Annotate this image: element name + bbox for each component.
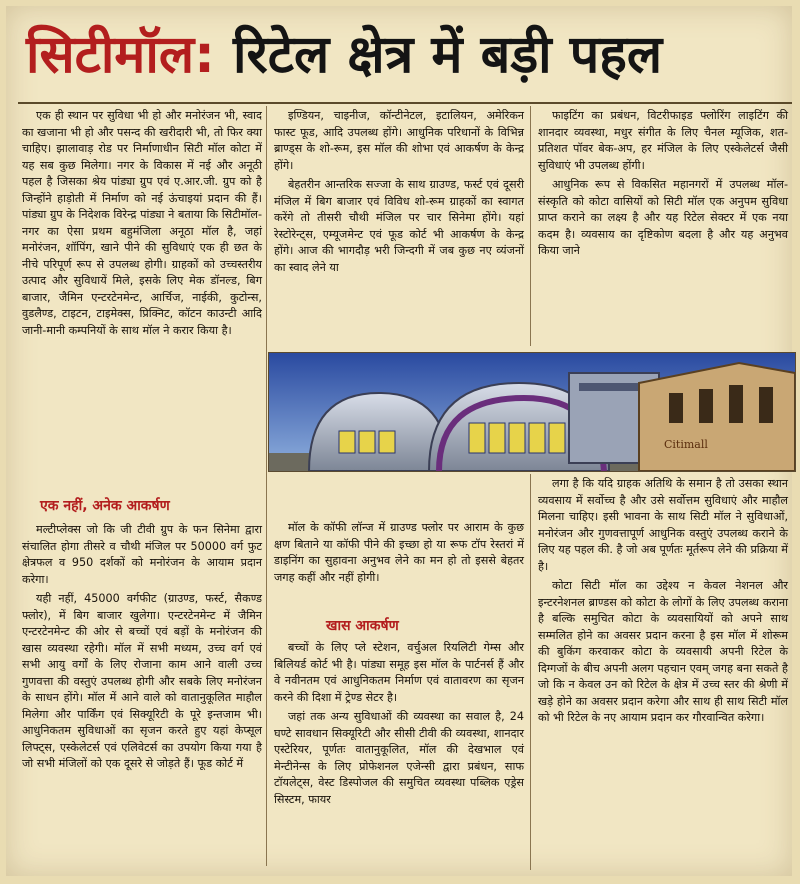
paragraph: जहां तक अन्य सुविधाओं की व्यवस्था का सवाल है, 24 घण्टे सावधान सिक्यूरिटी और सीसी टीवी की व्यवस्था, शानदार एस्टेरियर, पूर्णतः वातानुकूलित, मॉल की देखभाल एवं मेन्टीनेन्स के लिए प्रोफेशनल एजेन्सी द्वारा प्रबंधन, साफ टॉयलेट्स, वेस्ट डिस्पोजल की समुचित व्यवस्था पब्लिक एड्रेस सिस्टम, फायर — [274, 710, 524, 806]
paragraph: बच्चों के लिए प्ले स्टेशन, वर्चुअल रियलिटी गेम्स और बिलियर्ड कोर्ट भी है। पांड्या समूह इस मॉल के पार्टनर्स हैं और वे नवीनतम एवं आधुनिकतम निर्माण एवं वातावरण का सृजन करने की दिशा में ट्रेण्ड सेटर है। — [274, 641, 524, 704]
column-divider — [266, 106, 267, 866]
paragraph: इण्डियन, चाइनीज, कॉन्टीनेटल, इटालियन, अमेरिकन फास्ट फूड, आदि उपलब्ध होंगे। आधुनिक परिधानों के विभिन्न ब्राण्ड्स के शो-रूम, इस मॉल की शोभा एवं आकर्षण के केन्द्र होंगे। — [274, 109, 524, 172]
article-column-3b — [538, 476, 788, 730]
paragraph: आधुनिक रूप से विकसित महानगरों में उपलब्ध मॉल-संस्कृति को कोटा वासियों को सिटी मॉल एक अनुपम सुविधा प्राप्त कराने का लक्ष्य है और यह रिटेल सेक्टर में एक नया कदम है। व्यवसाय का दृष्टिकोण बदला है और यह अनुभव किया जाने — [538, 178, 788, 257]
mall-sign-text: Citimall — [664, 438, 708, 451]
article-column-3 — [538, 108, 788, 263]
column-divider — [530, 106, 531, 346]
paragraph: मॉल के कॉफी लॉन्ज में ग्राउण्ड फ्लोर पर आराम के कुछ क्षण बिताने या कॉफी पीने की इच्छा हो या रूफ टॉप रेस्तरां में डाइनिंग का सुहावना अनुभव लेने का मन हो तो इससे बेहतर जगह कहीं और नहीं होगी। — [274, 521, 524, 584]
article-column-2b — [274, 520, 524, 589]
article-column-1b — [22, 522, 262, 776]
paragraph: कोटा सिटी मॉल का उद्देश्य न केवल नेशनल और इन्टरनेशनल ब्राण्डस को कोटा के लोगों के लिए उपलब्ध कराना है बल्कि समुचित कोटा के व्यवसायियों को अपने साथ सम्मलित होने का अवसर प्रदान करना है इस मॉल में शोरूम की बुकिंग करवाकर कोटा के व्यवसायी अपनी रिटेल के दिग्गजों के बीच अपनी अलग पहचान एवम् जगह बना सकते है जो कि न केवल उन को रिटेल के क्षेत्र में उच्च स्तर की श्रेणी में खड़े होने का अवसर प्रदान करेगा और साथ ही साथ सिटी मॉल को भी रिटेल के नए आयाम प्रदान कर गौरवान्वित करेगा। — [538, 579, 788, 724]
paragraph: यही नहीं, 45000 वर्गफीट (ग्राउण्ड, फर्स्ट, सैकण्ड फ्लोर), में बिग बाजार खुलेगा। एन्टरटेनमेन्ट में जैमिन एन्टरटेनमेन्ट की ओर से बच्चों एवं बड़ों के मनोरंजन की खास व्यवस्था रहेगी। मॉल में सभी मध्यम, उच्च वर्ग एवं सभी आयु वर्गों के लिए रोजाना काम आने वाली उच्च गुणवत्ता की वस्तुएं उपलब्ध होगी और सबके लिए मनोरंजन के साधन होंगे। मॉल में आने वाले को वातानुकूलित माहौल मिलेगा और पार्किंग एवं सिक्यूरिटी के पूरे इन्तजाम भी। आधुनिकतम सुविधाओं का सृजन करते हुए यहां केप्सूल लिफ्ट्स, एस्केलेटर्स एवं एलिवेटर्स का उपयोग किया गया है जो सभी मंजिलों को एक दूसरे से जोड़ते हैं। फूड कोर्ट में — [22, 592, 262, 770]
paragraph: मल्टीप्लेक्स जो कि जी टीवी ग्रुप के फन सिनेमा द्वारा संचालित होगा तीसरे व चौथी मंजिल पर 50000 वर्ग फुट क्षेत्रफल व 950 दर्शकों को मनोरंजन के आयाम प्रदान करेगा। — [22, 523, 262, 586]
subhead-special-attraction: खास आकर्षण — [326, 618, 399, 634]
article-column-2 — [274, 108, 524, 279]
subhead-many-attractions: एक नहीं, अनेक आकर्षण — [40, 498, 170, 514]
column-divider — [530, 474, 531, 870]
article-column-2c — [274, 640, 524, 811]
headline-separator: : — [194, 25, 215, 85]
headline — [26, 12, 786, 98]
paragraph: फाइटिंग का प्रबंधन, विटरीफाइड फ्लोरिंग लाइटिंग की शानदार व्यवस्था, मधुर संगीत के लिए चैनल म्यूजिक, शत-प्रतिशत पॉवर बेक-अप, हर मंजिल के लिए एस्केलेटर्स जैसी सुविधाएं भी उपलब्ध होंगी। — [538, 109, 788, 172]
paragraph: बेहतरीन आन्तरिक सज्जा के साथ ग्राउण्ड, फर्स्ट एवं दूसरी मंजिल में बिग बाजार एवं विविध शो-रूम ग्राहकों का स्वागत करेंगे तो तीसरी चौथी मंजिल पर चार सिनेमा होंगे। यहां रेस्टोरेन्ट्स, एम्यूजमेन्ट एवं फूड कोर्ट भी आकर्षण के केन्द्र होंगे। आज की भागदौड़ भरी जिन्दगी में जब कुछ नए व्यंजनों का स्वाद लेने या — [274, 178, 524, 274]
newspaper-page — [6, 6, 792, 876]
paragraph: लगा है कि यदि ग्राहक अतिथि के समान है तो उसका स्थान व्यवसाय में सर्वोच्च है और उसे सर्वोत्तम सुविधाएं और माहौल मिलना चाहिए। इसी भावना के साथ सिटी मॉल ने सुविधाओं, मनोरंजन और गुणवत्तापूर्ण आधुनिक वस्तुएं उपलब्ध कराने के लिए यह पहल की. है जो अब पूर्णतः मूर्तरूप लेने की प्रक्रिया में है। — [538, 477, 788, 573]
headline-subtitle: रिटेल क्षेत्र में बड़ी पहल — [233, 25, 663, 85]
article-column-1 — [22, 108, 262, 342]
headline-title: सिटीमॉल — [26, 25, 195, 85]
headline-rule — [18, 102, 792, 104]
mall-building-photo — [268, 352, 796, 472]
paragraph: एक ही स्थान पर सुविधा भी हो और मनोरंजन भी, स्वाद का खजाना भी हो और पसन्द की खरीदारी भी, तो फिर क्या चाहिए। झालावाड़ रोड पर निर्माणाधीन सिटी मॉल कोटा में यह सब कुछ मिलेगा। नगर के विकास में नई और अनूठी पहल है जिसका श्रेय पांड्या ग्रुप एवं ए.आर.जी. ग्रुप को है जिन्होंने हाड़ोती में निर्माण को नई ऊंचाइयां प्रदान की हैं। पांड्या ग्रुप के निदेशक विरेन्द्र पांड्या ने बताया कि सिटीमॉल-नगर का ऐसा प्रथम बहुमंजिला अनूठा मॉल है, जहां मनोरंजन, शॉपिंग, खाने पीने की सुविधाएं एक ही छत के नीचे परिपूर्ण रूप से उपलब्ध होगी। ग्राहकों को उच्चस्तरीय उत्पाद और सुविधायें मिले, इसके लिए मेक डॉनल्ड, बिग बाजार, जैमिन एन्टरटेनमेन्ट, आर्चिज, नाईकी, कुटोन्स, वुडलैण्ड, टाइटन, टाइमेक्स, प्रिक्निट, कॉटन काउन्टी आदि जानी-मानी कम्पनियों के साथ मॉल ने करार किया है। — [22, 109, 262, 337]
